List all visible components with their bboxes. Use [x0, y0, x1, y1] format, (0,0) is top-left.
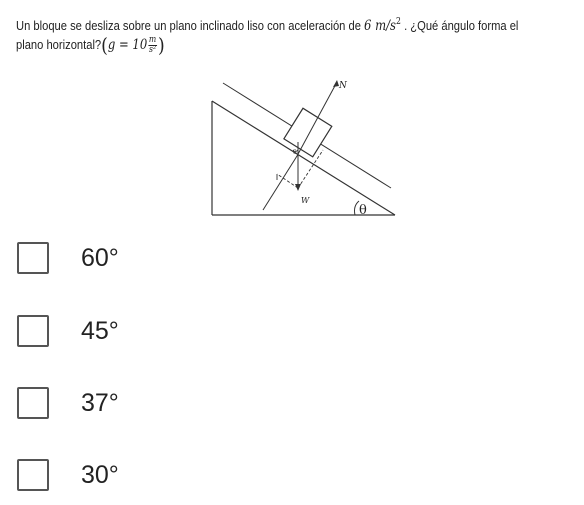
gravity-expression: (g = 10 $\frac{m}{\text{s²}}$ ) — [101, 33, 165, 57]
option-4[interactable] — [17, 459, 317, 499]
option-1-label: 60° — [81, 244, 119, 272]
weight-label: W — [301, 196, 310, 205]
gravity-units-denominator: s² — [149, 45, 157, 55]
acceleration-value — [364, 18, 401, 34]
acceleration-base: 6 m/s — [364, 18, 397, 34]
option-2-label: 45° — [81, 317, 119, 345]
gravity-units-numerator: m — [148, 35, 157, 45]
option-1[interactable] — [17, 242, 317, 282]
small-angle-label: θ — [293, 149, 297, 156]
acceleration-exponent: 2 — [396, 17, 401, 27]
option-2[interactable] — [17, 315, 317, 355]
option-3-checkbox[interactable] — [17, 387, 49, 419]
question-text-part1: Un bloque se desliza sobre un plano inclinado liso con aceleración de — [16, 18, 365, 33]
option-4-checkbox[interactable] — [17, 459, 49, 491]
option-3-label: 37° — [81, 389, 119, 417]
option-3[interactable] — [17, 387, 317, 427]
gravity-units-fraction — [148, 36, 157, 55]
gravity-equation: g = 10 — [107, 37, 148, 53]
question-text-part2: . ¿Qué ángulo forma el — [404, 18, 519, 33]
inclined-plane-diagram — [205, 70, 401, 222]
option-4-label: 30° — [81, 461, 119, 489]
question-line-2 — [16, 35, 503, 58]
option-2-checkbox[interactable] — [17, 315, 49, 347]
block — [284, 108, 332, 157]
option-1-checkbox[interactable] — [17, 242, 49, 274]
question-line-1 — [16, 12, 519, 35]
normal-label: N — [339, 81, 347, 91]
normal-extension-line — [263, 156, 297, 210]
weight-component-perpendicular — [277, 174, 298, 188]
question-text — [16, 12, 519, 58]
angle-label: θ — [359, 203, 367, 218]
question-text-part3: plano horizontal? — [16, 37, 102, 52]
